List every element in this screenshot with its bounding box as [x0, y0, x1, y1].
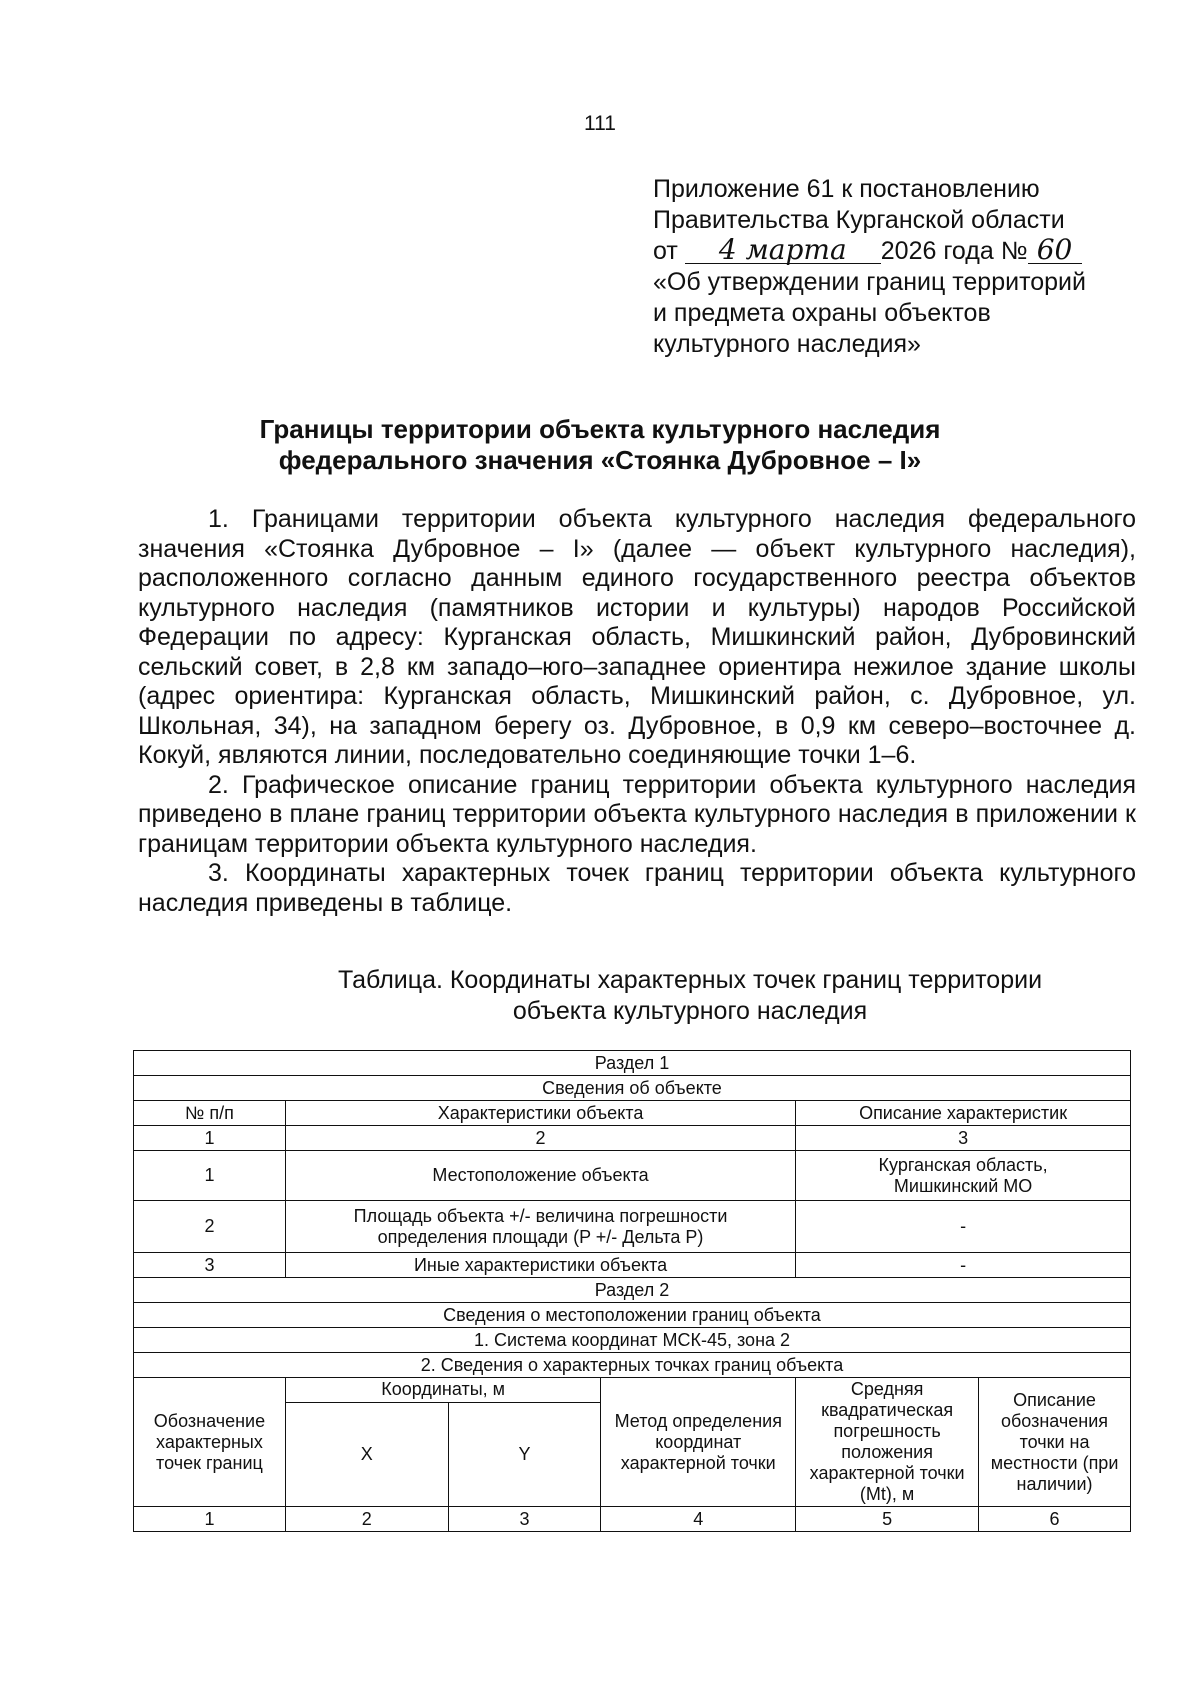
col-header-description: Описание характеристик: [796, 1101, 1131, 1126]
appendix-line-2: Правительства Курганской области: [653, 206, 1065, 234]
page-number: 111: [584, 112, 616, 135]
table-caption-line-2: объекта культурного наследия: [512, 997, 868, 1025]
row-num-cell: 3: [134, 1253, 286, 1278]
handwritten-number: 60: [1028, 237, 1082, 264]
table-row: [134, 1278, 1131, 1303]
coordinates-table: [133, 1050, 1131, 1532]
header-method: Метод определения координат характерной точки: [601, 1378, 796, 1507]
appendix-line-6: культурного наследия»: [653, 330, 921, 358]
table-row: [134, 1201, 1131, 1253]
paragraph-1: 1. Границами территории объекта культурного наследия федерального значения «Стоянка Дубровное – I» (далее — объект культурного наследия), расположенного согласно данным единого государственного реестра объектов культурного наследия (памятников истории и культуры) народов Российской Федерации по адресу: Курганская область, Мишкинский район, Дубровинский сельский совет, в 2,8 км западо–юго–западнее ориентира нежилое здание школы (адрес ориентира: Курганская область, Мишкинский район, с. Дубровное, ул. Школьная, 34), на западном берегу оз. Дубровное, в 0,9 км северо–восточнее д. Кокуй, являются линии, последовательно соединяющие точки 1–6.: [138, 505, 1136, 769]
points-info-header: 2. Сведения о характерных точках границ объекта: [134, 1353, 1131, 1378]
header-designation: Обозначение характерных точек границ: [134, 1378, 286, 1507]
index-cell: 2: [285, 1126, 795, 1151]
header-y: Y: [448, 1402, 601, 1506]
row-desc-cell: -: [796, 1201, 1131, 1253]
index-cell: 5: [796, 1507, 979, 1532]
coordinate-system-row: 1. Система координат МСК-45, зона 2: [134, 1328, 1131, 1353]
table-row: [134, 1101, 1131, 1126]
row-desc-cell: Курганская область, Мишкинский МО: [796, 1151, 1131, 1201]
table-row: [134, 1507, 1131, 1532]
date-year: 2026 года №: [880, 237, 1028, 265]
appendix-header: [653, 174, 1173, 360]
appendix-line-1: Приложение 61 к постановлению: [653, 175, 1040, 203]
appendix-line-5: и предмета охраны объектов: [653, 299, 991, 327]
row-desc-cell: -: [796, 1253, 1131, 1278]
header-coordinates: Координаты, м: [285, 1378, 600, 1403]
index-cell: 3: [796, 1126, 1131, 1151]
table-row: [134, 1378, 1131, 1403]
header-error: Средняя квадратическая погрешность положения характерной точки (Mt), м: [796, 1378, 979, 1507]
index-cell: 2: [285, 1507, 448, 1532]
col-header-num: № п/п: [134, 1101, 286, 1126]
index-cell: 1: [134, 1507, 286, 1532]
header-point-description: Описание обозначения точки на местности (при наличии): [979, 1378, 1131, 1507]
row-char-cell: Местоположение объекта: [285, 1151, 795, 1201]
table-row: [134, 1303, 1131, 1328]
handwritten-date: 4 марта: [685, 237, 881, 264]
section-2-header: Раздел 2: [134, 1278, 1131, 1303]
table-row: [134, 1076, 1131, 1101]
table-row: [134, 1126, 1131, 1151]
title-line-1: Границы территории объекта культурного наследия: [259, 414, 941, 444]
paragraph-2: 2. Графическое описание границ территории объекта культурного наследия приведено в плане границ территории объекта культурного наследия в приложении к границам территории объекта культурного наследия.: [138, 770, 1136, 858]
date-prefix: от: [653, 237, 678, 265]
index-cell: 4: [601, 1507, 796, 1532]
row-char-cell: Иные характеристики объекта: [285, 1253, 795, 1278]
table-row: [134, 1151, 1131, 1201]
body-text: [138, 505, 1136, 918]
paragraph-3: 3. Координаты характерных точек границ территории объекта культурного наследия приведены в таблице.: [138, 859, 1136, 917]
col-header-characteristics: Характеристики объекта: [285, 1101, 795, 1126]
row-num-cell: 2: [134, 1201, 286, 1253]
row-char-cell: Площадь объекта +/- величина погрешности определения площади (P +/- Дельта P): [285, 1201, 795, 1253]
row-num-cell: 1: [134, 1151, 286, 1201]
index-cell: 6: [979, 1507, 1131, 1532]
location-info-header: Сведения о местоположении границ объекта: [134, 1303, 1131, 1328]
table-row: [134, 1353, 1131, 1378]
object-info-header: Сведения об объекте: [134, 1076, 1131, 1101]
table-caption-line-1: Таблица. Координаты характерных точек границ территории: [337, 966, 1043, 994]
table-caption: [280, 965, 1100, 1027]
appendix-line-4: «Об утверждении границ территорий: [653, 268, 1086, 296]
table-row: [134, 1328, 1131, 1353]
table-row: [134, 1051, 1131, 1076]
header-x: X: [285, 1402, 448, 1506]
index-cell: 3: [448, 1507, 601, 1532]
index-cell: 1: [134, 1126, 286, 1151]
table-row: [134, 1253, 1131, 1278]
document-title: [0, 414, 1200, 476]
title-line-2: федерального значения «Стоянка Дубровное – I»: [278, 445, 922, 475]
appendix-date-line: [653, 233, 1173, 267]
section-1-header: Раздел 1: [134, 1051, 1131, 1076]
